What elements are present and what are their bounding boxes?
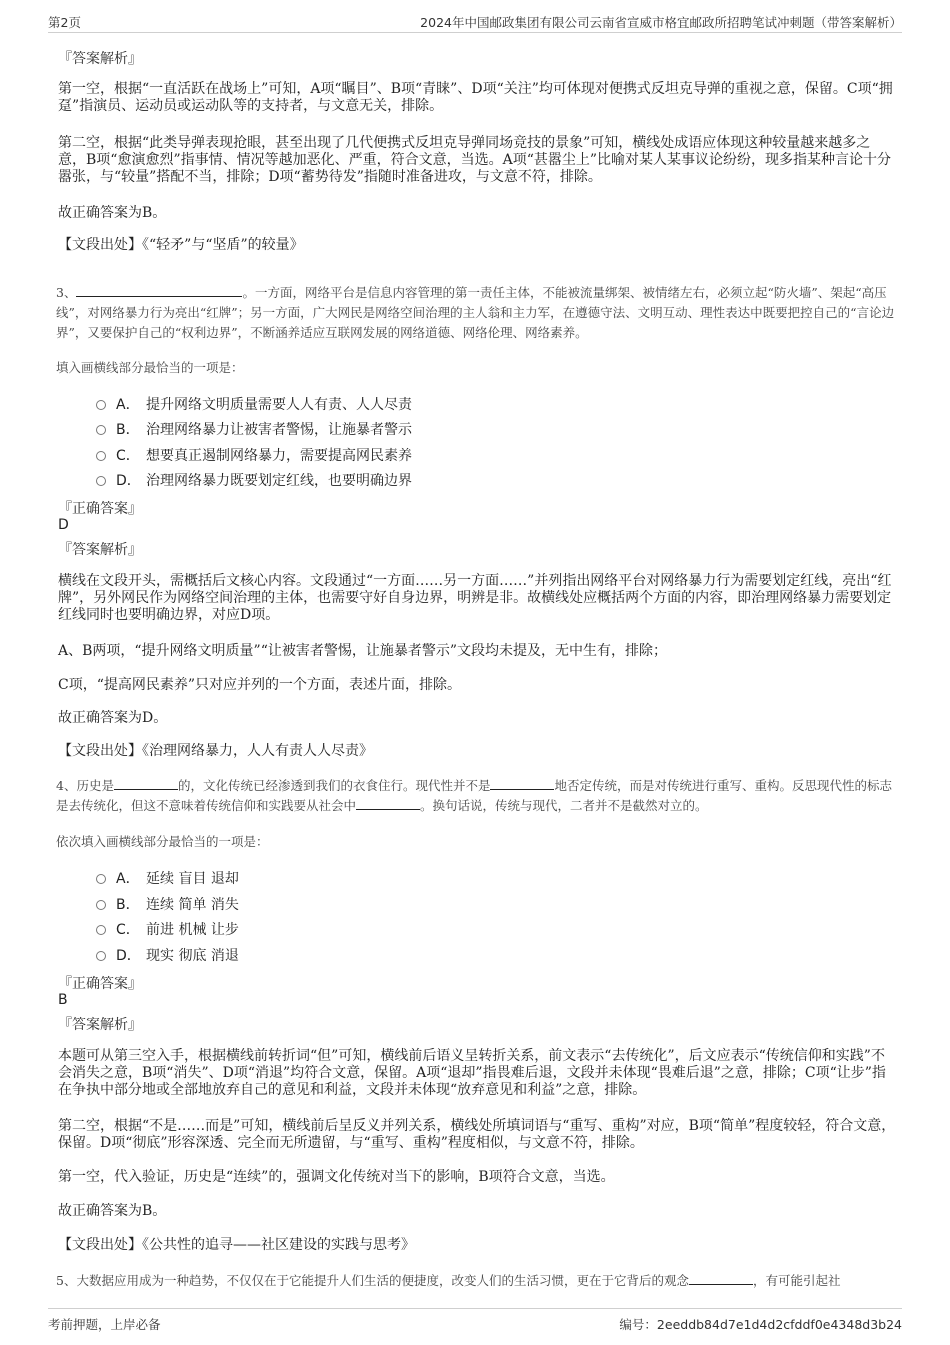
q4-analysis-p3: 第一空，代入验证，历史是“连续”的，强调文化传统对当下的影响，B项符合文意，当选。 bbox=[58, 1169, 615, 1185]
q2-analysis-p2: 第二空，根据“此类导弹表现抢眼，甚至出现了几代便携式反坦克导弹同场竞技的景象”可知，横线处成语应体现这种较量越来越多之意，B项“愈演愈烈”指事情、情况等越加恶化、严重，符合文意，当选。A项“甚嚣尘上”比喻对某人某事议论纷纷，现多指某种言论十分嚣张，与“较量”搭配不当，排除；D项“蓄势待发”指随时准备进攻，与文意不符，排除。 bbox=[58, 135, 892, 185]
q3-number: 3、 bbox=[56, 285, 77, 300]
q4-option-a[interactable]: A． 延续 盲目 退却 bbox=[96, 868, 239, 888]
q4-analysis-p4: 故正确答案为B。 bbox=[58, 1203, 167, 1219]
q4-prompt: 依次填入画横线部分最恰当的一项是： bbox=[56, 834, 269, 849]
q2-analysis-label: 『答案解析』 bbox=[58, 51, 142, 67]
q4-correct-answer: B bbox=[58, 992, 68, 1008]
radio-icon[interactable] bbox=[96, 476, 106, 486]
q4-analysis-p2: 第二空，根据“不是……而是”可知，横线前后呈反义并列关系，横线处所填词语与“重写、重构”对应，B项“简单”程度较轻，符合文意，保留。D项“彻底”形容深透、完全而无所遗留，与“重写、重构”程度相似，与文意不符，排除。 bbox=[58, 1118, 896, 1151]
q3-blank bbox=[76, 284, 242, 297]
q3-correct-label: 『正确答案』 bbox=[58, 501, 142, 517]
q4-analysis-p1: 本题可从第三空入手，根据横线前转折词“但”可知，横线前后语义呈转折关系，前文表示“去传统化”，后文应表示“传统信仰和实践”不会消失之意，B项“消失”、D项“消退”均符合文意，保留。A项“退却”指畏难后退，文段并未体现“畏难后退”之意，排除；C项“让步”指在争执中部分地或全部地放弃自己的意见和利益，文段并未体现“放弃意见和利益”之意，排除。 bbox=[58, 1048, 886, 1098]
radio-icon[interactable] bbox=[96, 425, 106, 435]
document-id: 编号：2eeddb84d7e1d4d2cfddf0e4348d3b24 bbox=[619, 1317, 902, 1332]
q2-analysis-p3: 故正确答案为B。 bbox=[58, 205, 167, 221]
q3-analysis-p1: 横线在文段开头，需概括后文核心内容。文段通过“一方面……另一方面……”并列指出网络平台对网络暴力行为需要划定红线，亮出“红牌”，另外网民作为网络空间治理的主体，也需要守好自身边界，明辨是非。故横线处应概括两个方面的内容，即治理网络暴力需要划定红线同时也要明确边界，对应D项。 bbox=[58, 573, 892, 623]
q4-correct-label: 『正确答案』 bbox=[58, 976, 142, 992]
q5-blank bbox=[689, 1272, 753, 1285]
q3-analysis-p4: 故正确答案为D。 bbox=[58, 710, 168, 726]
q4-option-c[interactable]: C． 前进 机械 让步 bbox=[96, 919, 239, 939]
radio-icon[interactable] bbox=[96, 874, 106, 884]
q3-prompt: 填入画横线部分最恰当的一项是： bbox=[56, 360, 244, 375]
q4-option-b[interactable]: B． 连续 简单 消失 bbox=[96, 894, 239, 914]
radio-icon[interactable] bbox=[96, 900, 106, 910]
q3-analysis-p3: C项，“提高网民素养”只对应并列的一个方面，表述片面，排除。 bbox=[58, 677, 462, 693]
q3-analysis-label: 『答案解析』 bbox=[58, 542, 142, 558]
q3-text: 。一方面，网络平台是信息内容管理的第一责任主体，不能被流量绑架、被情绪左右，必须立起“防火墙”、架起“高压线”，对网络暴力行为亮出“红牌”；另一方面，广大网民是网络空间治理的主人翁和主力军，在遵德守法、文明互动、理性表达中既要把控自己的“言论边界”，又要保护自己的“权利边界”，不断涵养适应互联网发展的网络道德、网络伦理、网络素养。 bbox=[56, 285, 895, 340]
q4-option-d[interactable]: D． 现实 彻底 消退 bbox=[96, 945, 239, 965]
radio-icon[interactable] bbox=[96, 451, 106, 461]
document-title: 2024年中国邮政集团有限公司云南省宣威市格宜邮政所招聘笔试冲刺题（带答案解析） bbox=[420, 15, 902, 30]
q4-blank-1 bbox=[114, 777, 178, 790]
q4-blank-3 bbox=[356, 797, 420, 810]
page-number: 第2页 bbox=[48, 15, 81, 30]
q3-option-a[interactable]: A． 提升网络文明质量需要人人有责、人人尽责 bbox=[96, 394, 412, 414]
q3-option-d[interactable]: D． 治理网络暴力既要划定红线，也要明确边界 bbox=[96, 470, 412, 490]
footer-slogan: 考前押题，上岸必备 bbox=[48, 1317, 161, 1332]
q2-source: 【文段出处】《“轻矛”与“坚盾”的较量》 bbox=[58, 237, 304, 253]
q3-option-b[interactable]: B． 治理网络暴力让被害者警惕，让施暴者警示 bbox=[96, 419, 412, 439]
q3-correct-answer: D bbox=[58, 517, 69, 533]
q3-question bbox=[56, 283, 896, 343]
q4-source: 【文段出处】《公共性的追寻——社区建设的实践与思考》 bbox=[58, 1237, 415, 1253]
q2-analysis-p1: 第一空，根据“一直活跃在战场上”可知，A项“瞩目”、B项“青睐”、D项“关注”均可体现对便携式反坦克导弹的重视之意，保留。C项“拥趸”指演员、运动员或运动队等的支持者，与文意无关，排除。 bbox=[58, 81, 893, 114]
q3-analysis-p2: A、B两项，“提升网络文明质量”“让被害者警惕，让施暴者警示”文段均未提及，无中生有，排除； bbox=[58, 643, 668, 659]
q5-question: 5、大数据应用成为一种趋势，不仅仅在于它能提升人们生活的便捷度，改变人们的生活习惯，更在于它背后的观念 ，有可能引起社 bbox=[56, 1273, 841, 1288]
q3-option-c[interactable]: C． 想要真正遏制网络暴力，需要提高网民素养 bbox=[96, 445, 412, 465]
q4-analysis-label: 『答案解析』 bbox=[58, 1017, 142, 1033]
radio-icon[interactable] bbox=[96, 951, 106, 961]
page-footer bbox=[48, 1308, 902, 1333]
q3-source: 【文段出处】《治理网络暴力，人人有责人人尽责》 bbox=[58, 743, 373, 759]
q4-question: 4、历史是 的，文化传统已经渗透到我们的衣食住行。现代性并不是 地否定传统，而是对传统进行重写、重构。反思现代性的标志是去传统化，但这不意味着传统信仰和实践要从社会中 。换句话说，传统与现代，二者并不是截然对立的。 bbox=[56, 778, 892, 813]
q4-blank-2 bbox=[490, 777, 554, 790]
radio-icon[interactable] bbox=[96, 400, 106, 410]
radio-icon[interactable] bbox=[96, 925, 106, 935]
page-header bbox=[48, 10, 902, 33]
